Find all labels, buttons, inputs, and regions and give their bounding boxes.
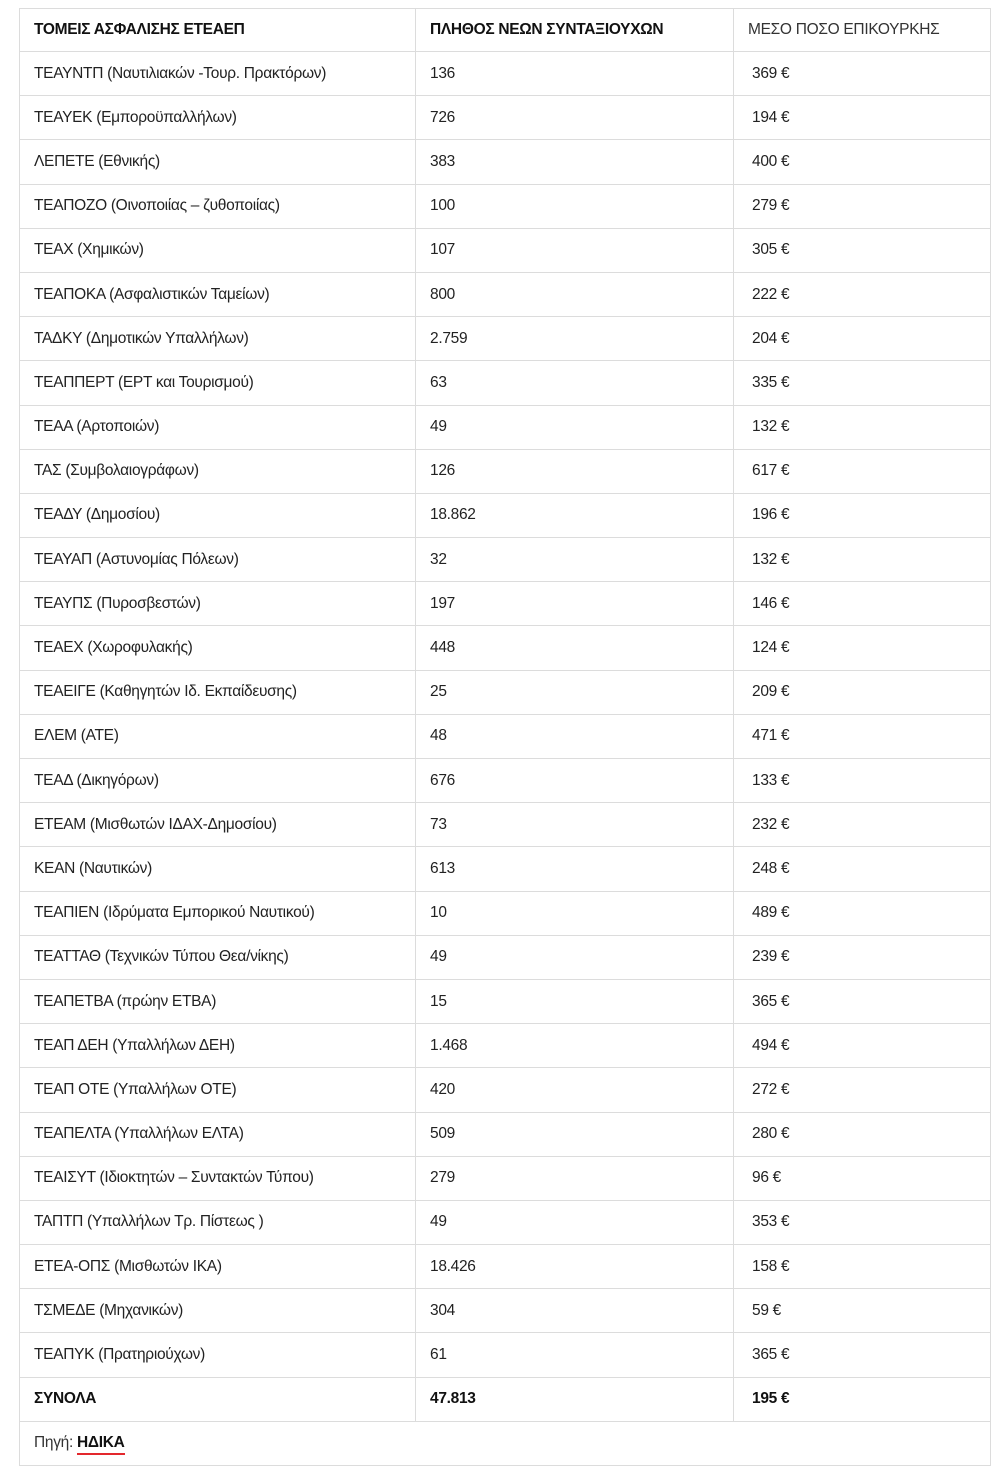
table-row bbox=[20, 1289, 991, 1333]
table-row bbox=[20, 759, 991, 803]
average-amount-cell: 158 € bbox=[734, 1245, 991, 1289]
table-row bbox=[20, 493, 991, 537]
source-cell bbox=[20, 1421, 991, 1465]
sector-cell: ΤΕΑΠΠΕΡΤ (ΕΡΤ και Τουρισμού) bbox=[20, 361, 416, 405]
sector-cell: ΤΣΜΕΔΕ (Μηχανικών) bbox=[20, 1289, 416, 1333]
table-footer bbox=[20, 1377, 991, 1465]
column-header-sector: ΤΟΜΕΙΣ ΑΣΦΑΛΙΣΗΣ ΕΤΕΑΕΠ bbox=[20, 9, 416, 52]
average-amount-cell: 353 € bbox=[734, 1200, 991, 1244]
sector-cell: ΤΕΑΕΧ (Χωροφυλακής) bbox=[20, 626, 416, 670]
table-row bbox=[20, 1333, 991, 1377]
average-amount-cell: 494 € bbox=[734, 1024, 991, 1068]
sector-cell: ΤΕΑΥΠΣ (Πυροσβεστών) bbox=[20, 582, 416, 626]
average-amount-cell: 204 € bbox=[734, 317, 991, 361]
table-row bbox=[20, 582, 991, 626]
sector-cell: ΤΕΑΠΥΚ (Πρατηριούχων) bbox=[20, 1333, 416, 1377]
sector-cell: ΤΕΑΠ ΟΤΕ (Υπαλλήλων ΟΤΕ) bbox=[20, 1068, 416, 1112]
sector-cell: ΤΕΑΔ (Δικηγόρων) bbox=[20, 759, 416, 803]
sector-cell: ΕΛΕΜ (ΑΤΕ) bbox=[20, 714, 416, 758]
pension-table bbox=[19, 8, 991, 1466]
average-amount-cell: 59 € bbox=[734, 1289, 991, 1333]
source-label: Πηγή: bbox=[34, 1434, 73, 1452]
new-pensioners-cell: 61 bbox=[416, 1333, 734, 1377]
table-row bbox=[20, 317, 991, 361]
average-amount-cell: 369 € bbox=[734, 52, 991, 96]
sector-cell: ΤΕΑΑ (Αρτοποιών) bbox=[20, 405, 416, 449]
average-amount-cell: 272 € bbox=[734, 1068, 991, 1112]
table-row bbox=[20, 1068, 991, 1112]
new-pensioners-cell: 197 bbox=[416, 582, 734, 626]
table-row bbox=[20, 714, 991, 758]
sector-cell: ΕΤΕΑΜ (Μισθωτών ΙΔΑΧ-Δημοσίου) bbox=[20, 803, 416, 847]
average-amount-cell: 194 € bbox=[734, 96, 991, 140]
new-pensioners-cell: 448 bbox=[416, 626, 734, 670]
sector-cell: ΤΑΣ (Συμβολαιογράφων) bbox=[20, 449, 416, 493]
average-amount-cell: 132 € bbox=[734, 405, 991, 449]
table-row bbox=[20, 891, 991, 935]
table-row bbox=[20, 538, 991, 582]
table-row bbox=[20, 228, 991, 272]
table-body bbox=[20, 52, 991, 1378]
sector-cell: ΕΤΕΑ-ΟΠΣ (Μισθωτών ΙΚΑ) bbox=[20, 1245, 416, 1289]
average-amount-cell: 305 € bbox=[734, 228, 991, 272]
table-row bbox=[20, 935, 991, 979]
source-link[interactable]: ΗΔΙΚΑ bbox=[77, 1434, 125, 1455]
average-amount-cell: 365 € bbox=[734, 1333, 991, 1377]
new-pensioners-cell: 18.426 bbox=[416, 1245, 734, 1289]
new-pensioners-cell: 49 bbox=[416, 1200, 734, 1244]
average-amount-cell: 209 € bbox=[734, 670, 991, 714]
new-pensioners-cell: 420 bbox=[416, 1068, 734, 1112]
sector-cell: ΤΑΔΚΥ (Δημοτικών Υπαλλήλων) bbox=[20, 317, 416, 361]
sector-cell: ΤΕΑΕΙΓΕ (Καθηγητών Ιδ. Εκπαίδευσης) bbox=[20, 670, 416, 714]
new-pensioners-cell: 48 bbox=[416, 714, 734, 758]
sector-cell: ΤΕΑΥΕΚ (Εμποροϋπαλλήλων) bbox=[20, 96, 416, 140]
average-amount-cell: 617 € bbox=[734, 449, 991, 493]
new-pensioners-cell: 279 bbox=[416, 1156, 734, 1200]
new-pensioners-cell: 2.759 bbox=[416, 317, 734, 361]
average-amount-cell: 471 € bbox=[734, 714, 991, 758]
sector-cell: ΤΕΑΠΙΕΝ (Ιδρύματα Εμπορικού Ναυτικού) bbox=[20, 891, 416, 935]
new-pensioners-cell: 73 bbox=[416, 803, 734, 847]
average-amount-cell: 133 € bbox=[734, 759, 991, 803]
new-pensioners-cell: 32 bbox=[416, 538, 734, 582]
sector-cell: ΤΕΑΧ (Χημικών) bbox=[20, 228, 416, 272]
average-amount-cell: 232 € bbox=[734, 803, 991, 847]
table-header bbox=[20, 9, 991, 52]
new-pensioners-cell: 136 bbox=[416, 52, 734, 96]
new-pensioners-cell: 18.862 bbox=[416, 493, 734, 537]
average-amount-cell: 124 € bbox=[734, 626, 991, 670]
new-pensioners-cell: 613 bbox=[416, 847, 734, 891]
new-pensioners-cell: 63 bbox=[416, 361, 734, 405]
sector-cell: ΤΕΑΔΥ (Δημοσίου) bbox=[20, 493, 416, 537]
average-amount-cell: 335 € bbox=[734, 361, 991, 405]
new-pensioners-cell: 726 bbox=[416, 96, 734, 140]
average-amount-cell: 222 € bbox=[734, 272, 991, 316]
average-amount-cell: 96 € bbox=[734, 1156, 991, 1200]
table-row bbox=[20, 405, 991, 449]
table-row bbox=[20, 272, 991, 316]
table-row bbox=[20, 1156, 991, 1200]
table-row bbox=[20, 449, 991, 493]
table-row bbox=[20, 803, 991, 847]
average-amount-cell: 280 € bbox=[734, 1112, 991, 1156]
header-row bbox=[20, 9, 991, 52]
sector-cell: ΚΕΑΝ (Ναυτικών) bbox=[20, 847, 416, 891]
new-pensioners-cell: 126 bbox=[416, 449, 734, 493]
table-row bbox=[20, 1200, 991, 1244]
new-pensioners-cell: 10 bbox=[416, 891, 734, 935]
column-header-average-amount: ΜΕΣΟ ΠΟΣΟ ΕΠΙΚΟΥΡΚΗΣ bbox=[734, 9, 991, 52]
new-pensioners-cell: 383 bbox=[416, 140, 734, 184]
new-pensioners-cell: 107 bbox=[416, 228, 734, 272]
average-amount-cell: 146 € bbox=[734, 582, 991, 626]
table-row bbox=[20, 140, 991, 184]
column-header-new-pensioners: ΠΛΗΘΟΣ ΝΕΩΝ ΣΥΝΤΑΞΙΟΥΧΩΝ bbox=[416, 9, 734, 52]
totals-label: ΣΥΝΟΛΑ bbox=[20, 1377, 416, 1421]
new-pensioners-cell: 509 bbox=[416, 1112, 734, 1156]
new-pensioners-cell: 49 bbox=[416, 935, 734, 979]
new-pensioners-cell: 1.468 bbox=[416, 1024, 734, 1068]
new-pensioners-cell: 15 bbox=[416, 979, 734, 1023]
table-row bbox=[20, 626, 991, 670]
table-row bbox=[20, 96, 991, 140]
sector-cell: ΤΕΑΥΝΤΠ (Ναυτιλιακών -Τουρ. Πρακτόρων) bbox=[20, 52, 416, 96]
new-pensioners-cell: 49 bbox=[416, 405, 734, 449]
sector-cell: ΤΕΑΠΕΤΒΑ (πρώην ΕΤΒΑ) bbox=[20, 979, 416, 1023]
source-row bbox=[20, 1421, 991, 1465]
totals-pensioners: 47.813 bbox=[416, 1377, 734, 1421]
average-amount-cell: 196 € bbox=[734, 493, 991, 537]
sector-cell: ΤΕΑΠΟΚΑ (Ασφαλιστικών Ταμείων) bbox=[20, 272, 416, 316]
average-amount-cell: 279 € bbox=[734, 184, 991, 228]
new-pensioners-cell: 100 bbox=[416, 184, 734, 228]
sector-cell: ΤΑΠΤΠ (Υπαλλήλων Τρ. Πίστεως ) bbox=[20, 1200, 416, 1244]
table-row bbox=[20, 1245, 991, 1289]
table-row bbox=[20, 361, 991, 405]
new-pensioners-cell: 25 bbox=[416, 670, 734, 714]
table-row bbox=[20, 1112, 991, 1156]
sector-cell: ΤΕΑΠΕΛΤΑ (Υπαλλήλων ΕΛΤΑ) bbox=[20, 1112, 416, 1156]
totals-row bbox=[20, 1377, 991, 1421]
average-amount-cell: 239 € bbox=[734, 935, 991, 979]
table-row bbox=[20, 847, 991, 891]
table-row bbox=[20, 1024, 991, 1068]
table-row bbox=[20, 979, 991, 1023]
table-row bbox=[20, 670, 991, 714]
sector-cell: ΤΕΑΥΑΠ (Αστυνομίας Πόλεων) bbox=[20, 538, 416, 582]
average-amount-cell: 132 € bbox=[734, 538, 991, 582]
sector-cell: ΤΕΑΤΤΑΘ (Τεχνικών Τύπου Θεα/νίκης) bbox=[20, 935, 416, 979]
sector-cell: ΛΕΠΕΤΕ (Εθνικής) bbox=[20, 140, 416, 184]
table-row bbox=[20, 52, 991, 96]
sector-cell: ΤΕΑΠ ΔΕΗ (Υπαλλήλων ΔΕΗ) bbox=[20, 1024, 416, 1068]
new-pensioners-cell: 304 bbox=[416, 1289, 734, 1333]
table-row bbox=[20, 184, 991, 228]
sector-cell: ΤΕΑΠΟΖΟ (Οινοποιίας – ζυθοποιίας) bbox=[20, 184, 416, 228]
sector-cell: ΤΕΑΙΣΥΤ (Ιδιοκτητών – Συντακτών Τύπου) bbox=[20, 1156, 416, 1200]
average-amount-cell: 489 € bbox=[734, 891, 991, 935]
new-pensioners-cell: 676 bbox=[416, 759, 734, 803]
totals-average-amount: 195 € bbox=[734, 1377, 991, 1421]
new-pensioners-cell: 800 bbox=[416, 272, 734, 316]
pension-table-container bbox=[19, 8, 990, 1466]
average-amount-cell: 400 € bbox=[734, 140, 991, 184]
average-amount-cell: 365 € bbox=[734, 979, 991, 1023]
average-amount-cell: 248 € bbox=[734, 847, 991, 891]
